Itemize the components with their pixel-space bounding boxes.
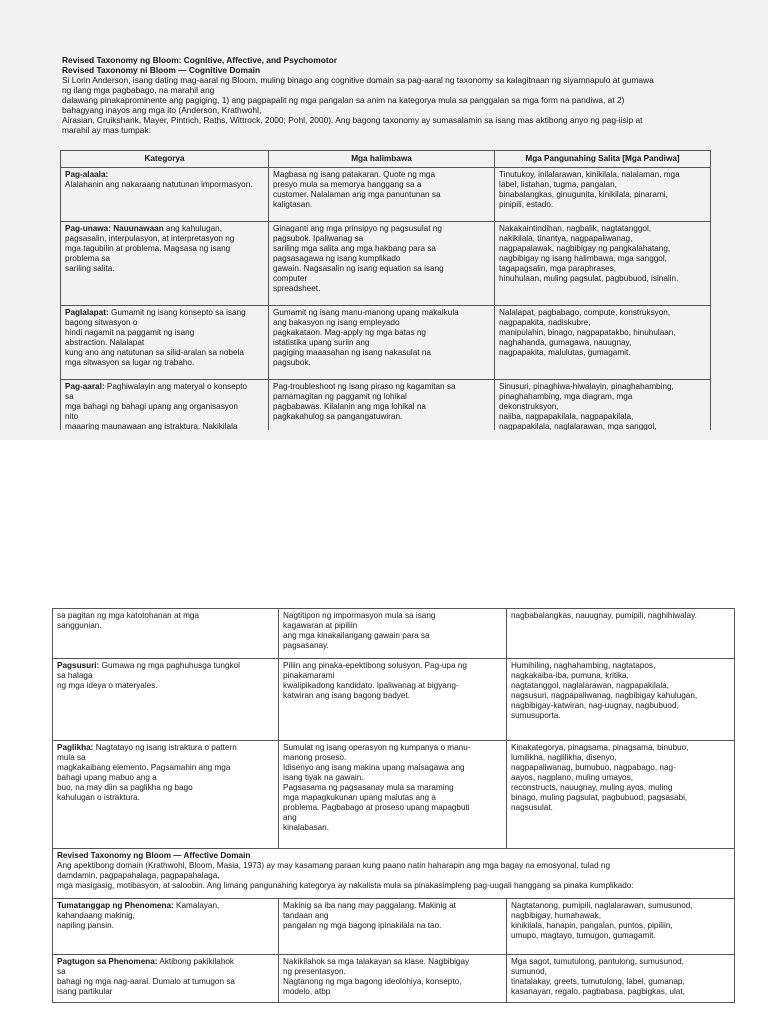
table-row — [61, 168, 711, 222]
example-cell — [269, 222, 495, 306]
category-cell — [53, 741, 279, 849]
cell-line: nagpapakita, nadiskubre, — [499, 318, 591, 327]
document-page-2 — [0, 592, 768, 1024]
cell-line: tinatalakay, greets, tumutulong, label, gumanap, — [511, 977, 685, 986]
cell-line: binabalangkas, ginugunita, kinikilala, pinarami, — [499, 190, 668, 199]
category-cell — [61, 222, 269, 306]
cell-line: Mga sagot, tumutulong, pantulong, sumusunod, — [511, 957, 684, 966]
category-cell — [53, 609, 279, 659]
cell-line: presyo mula sa memorya hanggang sa a — [273, 180, 422, 189]
category-label: Pag-aaral: — [65, 382, 105, 391]
category-cell — [53, 659, 279, 741]
cell-line: reconstructs, nauugnay, muling ayos, muling — [511, 783, 673, 792]
table-row — [53, 659, 735, 741]
cell-line: Tinutukoy, inilalarawan, kinikilala, nalalaman, mga — [499, 170, 680, 179]
affective-line: damdamin, pagpapahalaga, pagpapahalaga, — [57, 871, 220, 880]
cell-line: sa — [65, 392, 74, 401]
cell-line — [65, 224, 264, 234]
example-cell — [269, 380, 495, 431]
cell-line — [57, 661, 274, 671]
cell-line: abstraction. Nalalapat — [65, 338, 145, 347]
cell-line: katwiran ang isang bagong badyet. — [283, 691, 410, 700]
cell-text: ang kahulugan, — [166, 224, 223, 233]
cell-line: nagpapakilala, naglalarawan, mga sanggol, — [499, 422, 657, 430]
cell-line: problema sa — [65, 254, 111, 263]
cognitive-table-continued — [52, 608, 735, 1003]
cell-line: ang mga kinakailangang gawain para sa — [283, 631, 430, 640]
cell-line: ang — [283, 813, 297, 822]
cell-line: nagsusuri, nagpapaliwanag, nagbibigay kahulugan, — [511, 691, 698, 700]
example-cell — [269, 168, 495, 222]
verbs-cell — [507, 609, 735, 659]
cell-line: Nalalapat, pagbabago, compute, konstruksyon, — [499, 308, 671, 317]
table-row — [53, 899, 735, 955]
cell-line: isang partikular — [57, 987, 113, 996]
cell-text: Nagtatayo ng isang istraktura o pattern — [95, 743, 237, 752]
cell-line: sariling mga salita ang mga hakbang para sa — [273, 244, 436, 253]
cell-line: pagkakahulog sa pangangatuwiran. — [273, 412, 403, 421]
cell-line: umupo, magtayo, tumugon, gumagamit. — [511, 931, 656, 940]
cell-line: ng mga ideya o materyales. — [57, 681, 158, 690]
table-row — [53, 955, 735, 1003]
cell-line: pagbabawas. Kilalanin ang mga lohikal na — [273, 402, 426, 411]
cell-line: mga bahagi ng bahagi upang ang organisasyon — [65, 402, 238, 411]
cell-line: kwalipikadong kandidato. Ipaliwanag at bigyang- — [283, 681, 459, 690]
cell-line: manong proseso. — [283, 753, 347, 762]
table-row — [61, 222, 711, 306]
category-cell — [53, 955, 279, 1003]
cell-line: mula sa — [57, 753, 86, 762]
example-cell — [279, 659, 507, 741]
cell-line: Kinakategorya, pinagsama, pinagsama, binubuo, — [511, 743, 689, 752]
cell-line: magkakaibang elemento. Pagsamahin ang mga — [57, 763, 231, 772]
document-page-1 — [0, 0, 768, 440]
affective-line: mga masigasig, motibasyon, at saloobin. Ang limang pangunahing kategorya ay nakalista mula sa pinakasimpleng pag-uugali hanggang sa pinaka kumplikado: — [57, 881, 634, 890]
cell-line: Pag-troubleshoot ng isang piraso ng kagamitan sa — [273, 382, 456, 391]
cell-line: nagbibigay ng isang halimbawa, mga sanggol, — [499, 254, 667, 263]
cell-line: Nagtanong ng mga bagong ideolohiya, konsepto, — [283, 977, 462, 986]
cell-line: ng presentasyon. — [283, 967, 346, 976]
cell-line: nagbabalangkas, nauugnay, pumipili, naghihiwalay. — [511, 611, 697, 620]
cell-line: pagsasanay. — [283, 641, 329, 650]
cell-line: kaligtasan. — [273, 200, 313, 209]
cell-line: sa — [57, 967, 66, 976]
table-row — [53, 609, 735, 659]
header-pandiwa: Mga Pangunahing Salita [Mga Pandiwa] — [495, 151, 711, 168]
cell-line: modelo, atbp — [283, 987, 331, 996]
cell-line: nito — [65, 412, 79, 421]
cell-line: kung ano ang natutunan sa silid-aralan sa nobela — [65, 348, 244, 357]
example-cell — [269, 306, 495, 380]
intro-line: marahil ay mas tumpak: — [62, 125, 151, 135]
intro-line: Si Lorin Anderson, isang dating mag-aaral ng Bloom, muling binago ang cognitive domain sa pag-aaral ng taxonomy sa kalagitnaan ng siyamnapulo at gumawa — [62, 75, 654, 85]
cell-text: Gumawa ng mga paghuhusga tungkol — [101, 661, 240, 670]
cell-line: kagawaran at pipiliin — [283, 621, 358, 630]
verbs-cell — [495, 222, 711, 306]
cell-line — [57, 901, 274, 911]
cell-line: binago, muling pagsulat, pagbubuod, pagsasabi, — [511, 793, 688, 802]
cell-text: Aktibong pakikilahok — [159, 957, 235, 966]
category-label: Pag-unawa: Nauunawaan — [65, 224, 164, 233]
cell-line: sumunod, — [511, 967, 547, 976]
cell-line: mga sitwasyon sa lugar ng trabaho. — [65, 358, 195, 367]
cell-line: ang bakasyon ng isang empleyado — [273, 318, 400, 327]
cell-line — [57, 743, 274, 753]
document-title: Revised Taxonomy ng Bloom: Cognitive, Affective, and Psychomotor — [62, 55, 338, 65]
cell-line: pagsubok. Ipaliwanag sa — [273, 234, 364, 243]
cell-line: sa halaga — [57, 671, 93, 680]
verbs-cell — [507, 955, 735, 1003]
category-label: Pag-alaala: — [65, 170, 109, 179]
cell-line: kasanayan, regalo, pagbabasa, pagbigkas, ulat, — [511, 987, 685, 996]
category-cell — [53, 899, 279, 955]
cell-line: nagpapaliwanag, bumubuo, nagpabago, nag- — [511, 763, 676, 772]
cell-text: Gumamit ng isang konsepto sa isang — [110, 308, 246, 317]
verbs-cell — [495, 306, 711, 380]
cell-line: nagtatanggol, naglalarawan, nagpapakilala, — [511, 681, 669, 690]
example-cell — [279, 609, 507, 659]
affective-intro-row — [53, 849, 735, 899]
cell-line: Piliin ang pinaka-epektibong solusyon. Pag-upa ng — [283, 661, 467, 670]
cell-line: computer — [273, 274, 308, 283]
cell-line: naiiba, nagpapakilala, nagpapakilala, — [499, 412, 634, 421]
cell-line: Nagtatanong, pumipili, naglalarawan, sumusunod, — [511, 901, 693, 910]
cell-line: kinikilala, hanapin, pangalan, puntos, pipiliin, — [511, 921, 673, 930]
cell-line: pamamagitan ng paggamit ng lohikal — [273, 392, 407, 401]
cell-line — [57, 957, 274, 967]
cell-line: aayos, nagplano, muling umayos, — [511, 773, 633, 782]
cell-line: pinipili, estado. — [499, 200, 554, 209]
cell-line: tagapagsalin, mga paraphrases, — [499, 264, 616, 273]
cell-line — [65, 382, 264, 392]
cell-line: isang tiyak na gawain. — [283, 773, 364, 782]
table-row — [61, 306, 711, 380]
cell-line: manipulahin, binago, nagpapatakbo, hinuhulaan, — [499, 328, 676, 337]
cell-line: nagkakaiba-iba, pumuna, kritika, — [511, 671, 629, 680]
category-label: Tumatanggap ng Phenomena: — [57, 901, 174, 910]
header-kategorya: Kategorya — [61, 151, 269, 168]
cell-line: hindi nagamit na paggamit ng isang — [65, 328, 195, 337]
cell-line: customer. Nalalaman ang mga panuntunan sa — [273, 190, 441, 199]
cell-line: nagbibigay-katwiran, nag-uugnay, nagbubuod, — [511, 701, 679, 710]
cell-line: Ginaganti ang mga prinsipyo ng pagsusulat ng — [273, 224, 442, 233]
category-cell — [61, 380, 269, 431]
cell-line: sa pagitan ng mga katotohanan at mga — [57, 611, 200, 620]
header-halimbawa: Mga halimbawa — [269, 151, 495, 168]
cell-line: kinalabasan. — [283, 823, 329, 832]
cell-line: Nakakaintindihan, nagbalik, nagtatanggol, — [499, 224, 652, 233]
category-label: Pagsusuri: — [57, 661, 100, 670]
cell-line: napiling pansin. — [57, 921, 114, 930]
verbs-cell — [495, 168, 711, 222]
cell-line: tandaan ang — [283, 911, 329, 920]
table-row — [61, 380, 711, 431]
cell-line: Magbasa ng isang patakaran. Quote ng mga — [273, 170, 436, 179]
cell-line: Pagsasama ng pagsasanay mula sa maraming — [283, 783, 454, 792]
page-gap — [0, 440, 768, 592]
cell-line: mga mapagkukunan upang malutas ang a — [283, 793, 436, 802]
verbs-cell — [495, 380, 711, 431]
cell-line: Gumamit ng isang manu-manong upang makalkula — [273, 308, 459, 317]
cell-line: pagiging maaasahan ng isang nakasulat na — [273, 348, 431, 357]
intro-line: bahagyang inayos ang mga ito (Anderson, Krathwohl, — [62, 105, 262, 115]
intro-line: ng ilang mga pagbabago, na marahil ang — [62, 85, 215, 95]
cell-line: sanggunian. — [57, 621, 102, 630]
cell-text: Paghiwalayin ang materyal o konsepto — [106, 382, 248, 391]
cell-line: kahulugan o istraktura. — [57, 793, 140, 802]
intro-line: dalawang pinakaprominente ang pagiging, 1) ang pagpapalit ng mga pangalan sa anim na kategorya mula sa panggalan sa mga form na pandiwa, at 2) — [62, 95, 625, 105]
cell-line: pinakamarami — [283, 671, 335, 680]
category-label: Pagtugon sa Phenomena: — [57, 957, 158, 966]
intro-line: Airasian, Cruikshank, Mayer, Pintrich, Raths, Wittrock, 2000; Pohl, 2000). Ang bagong taxonomy ay sumasalamin sa isang mas aktibong anyo ng pag-iisip at — [62, 115, 643, 125]
cell-line: pagsubok. — [273, 358, 311, 367]
category-cell — [61, 168, 269, 222]
cell-line: nagbibigay, humahawak, — [511, 911, 601, 920]
cell-line: Makinig sa iba nang may paggalang. Makinig at — [283, 901, 456, 910]
cell-line: Nakikilahok sa mga talakayan sa klase. Nagbibigay — [283, 957, 470, 966]
cell-line: sariling salita. — [65, 264, 115, 273]
cell-line: istatistika upang suriin ang — [273, 338, 370, 347]
cell-line: lumilikha, naglilikha, disenyo, — [511, 753, 617, 762]
example-cell — [279, 955, 507, 1003]
cell-line: nagsusulat. — [511, 803, 553, 812]
cell-line: Alalahanin ang nakaraang natutunan impormasyon. — [65, 180, 253, 189]
cell-line: label, listahan, tugma, pangalan, — [499, 180, 617, 189]
cell-line: Nagtitipon ng impormasyon mula sa isang — [283, 611, 436, 620]
category-label: Paglikha: — [57, 743, 94, 752]
cell-line: naghahanda, gumagawa, nauugnay, — [499, 338, 632, 347]
cell-text: Kamalayan, — [176, 901, 220, 910]
cell-line: Sinusuri, pinaghiwa-hiwalayin, pinaghahambing, — [499, 382, 674, 391]
example-cell — [279, 899, 507, 955]
verbs-cell — [507, 899, 735, 955]
cell-line: dekonstruksyon, — [499, 402, 559, 411]
cell-line: Idisenyo ang isang makina upang maisagawa ang — [283, 763, 465, 772]
cell-line: kahandaang makinig, — [57, 911, 135, 920]
page-1-viewport — [0, 0, 768, 430]
cell-line: pagkakataon. Mag-apply ng mga batas ng — [273, 328, 426, 337]
section-title-cognitive: Revised Taxonomy ni Bloom — Cognitive Domain — [62, 65, 261, 75]
cell-line: Humihiling, naghahambing, nagtatapos, — [511, 661, 656, 670]
cell-line: hinuhulaan, muling pagsulat, pagbubuod, isinalin. — [499, 274, 679, 283]
cell-line: pagsasalin, interpulasyon, at interpretasyon ng — [65, 234, 235, 243]
category-label: Paglalapat: — [65, 308, 109, 317]
cell-line: mga tagubilin at problema. Magsasa ng isang — [65, 244, 231, 253]
cell-line: pangalan ng mga bagong ipinakilala na tao. — [283, 921, 442, 930]
cell-line: bagong sitwasyon o — [65, 318, 138, 327]
cell-line: maaaring maunawaan ang istraktura. Nakikilala — [65, 422, 238, 430]
cell-line: Sumulat ng isang operasyon ng kumpanya o manu- — [283, 743, 471, 752]
cell-line: spreadsheet. — [273, 284, 321, 293]
affective-intro-cell — [53, 849, 735, 899]
table-header-row — [61, 151, 711, 168]
cell-line: nagpapalawak, nagbibigay ng pangkalahatang, — [499, 244, 671, 253]
table-row — [53, 741, 735, 849]
cell-line: nagpapakita, malulutas, gumagamit. — [499, 348, 631, 357]
cell-line: bahagi upang mabuo ang a — [57, 773, 157, 782]
cell-line: bahagi ng mga nag-aaral. Dumalo at tumugon sa — [57, 977, 235, 986]
affective-line: Ang apektibong domain (Krathwohl, Bloom, Masia, 1973) ay may kasamang paraan kung paano natin haharapin ang mga bagay na emosyonal, tulad ng — [57, 861, 611, 870]
cell-line: pinaghahambing, mga diagram, mga — [499, 392, 633, 401]
verbs-cell — [507, 741, 735, 849]
cognitive-table — [60, 150, 711, 430]
category-cell — [61, 306, 269, 380]
cell-line: pagsasagawa ng isang kumplikado — [273, 254, 401, 263]
verbs-cell — [507, 659, 735, 741]
cell-line — [65, 308, 264, 318]
cell-line: problema. Pagbabago at proseso upang mapagbuti — [283, 803, 470, 812]
cell-line: nakikilala, tinantya, nagpapaliwanag, — [499, 234, 633, 243]
cell-line: sumusuporta. — [511, 711, 561, 720]
example-cell — [279, 741, 507, 849]
cognitive-intro — [62, 55, 712, 135]
section-title-affective: Revised Taxonomy ng Bloom — Affective Domain — [57, 851, 251, 860]
cell-line: buo, na may diin sa paglikha ng bago — [57, 783, 193, 792]
cell-line: gawain. Nagsasalin ng isang equation sa isang — [273, 264, 444, 273]
